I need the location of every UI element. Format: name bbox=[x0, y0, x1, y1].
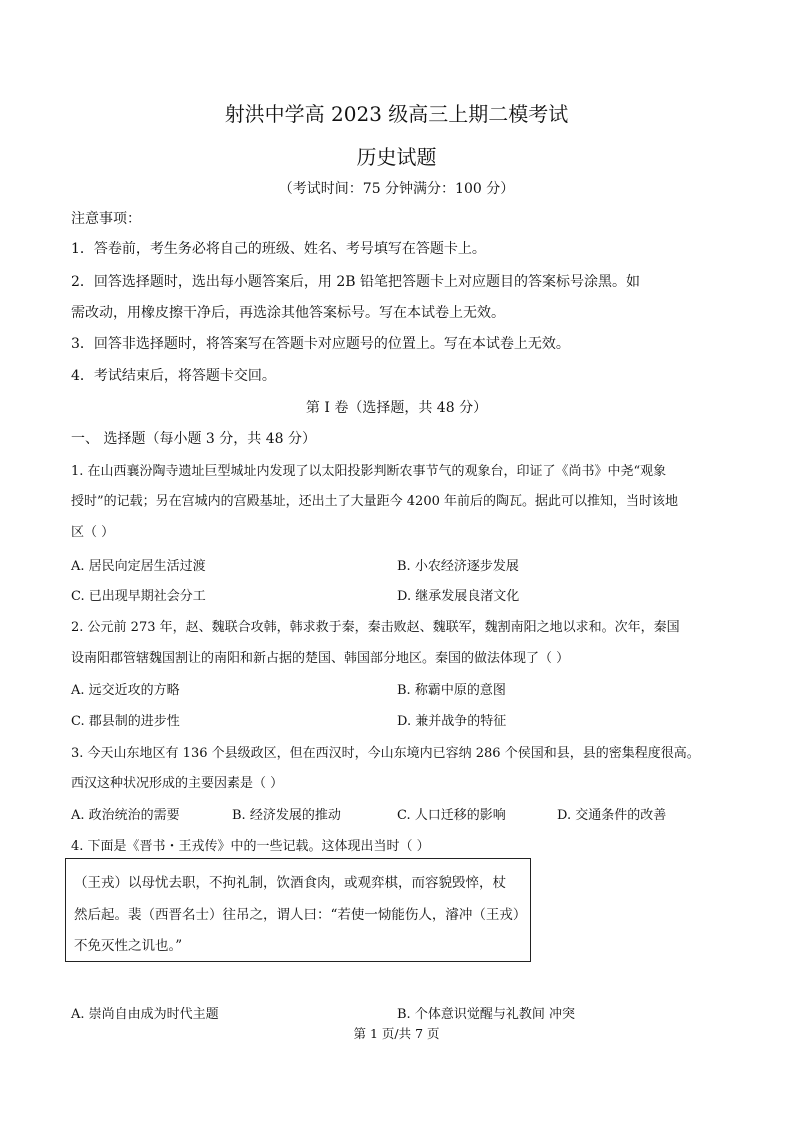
volume-title: 第 I 卷（选择题，共 48 分） bbox=[305, 400, 488, 416]
question-1-option-d: D. 继承发展良渚文化 bbox=[397, 589, 520, 604]
question-1-option-b: B. 小农经济逐步发展 bbox=[397, 559, 519, 574]
question-2-option-a: A. 远交近攻的方略 bbox=[71, 683, 180, 698]
notes-heading: 注意事项： bbox=[71, 211, 141, 227]
question-2-option-d: D. 兼并战争的特征 bbox=[397, 714, 507, 729]
note-item: 需改动，用橡皮擦干净后，再选涂其他答案标号。写在本试卷上无效。 bbox=[71, 305, 505, 321]
exam-info: （考试时间：75 分钟满分：100 分） bbox=[278, 181, 515, 197]
question-1-text: 1. 在山西襄汾陶寺遗址巨型城址内发现了以太阳投影判断农事节气的观象台，印证了《尚书》中尧“观象 bbox=[71, 464, 667, 479]
quote-line: 不免灭性之讥也。” bbox=[74, 938, 183, 954]
question-3-option-d: D. 交通条件的改善 bbox=[557, 808, 667, 823]
school-title: 射洪中学高 2023 级高三上期二模考试 bbox=[224, 102, 569, 126]
question-1-text: 授时”的记载；另在宫城内的宫殿基址，还出土了大量距今 4200 年前后的陶瓦。据此可以推知，当时该地 bbox=[71, 494, 678, 509]
part-title: 一、 选择题（每小题 3 分，共 48 分） bbox=[71, 431, 316, 447]
question-4-text: 4. 下面是《晋书・王戎传》中的一些记载。这体现出当时（ ） bbox=[71, 839, 430, 854]
question-1-option-a: A. 居民向定居生活过渡 bbox=[71, 559, 206, 574]
question-4-option-b: B. 个体意识觉醒与礼教间 冲突 bbox=[397, 1007, 575, 1022]
subject-title: 历史试题 bbox=[356, 145, 437, 169]
question-3-option-a: A. 政治统治的需要 bbox=[71, 808, 180, 823]
question-2-text: 设南阳郡管辖魏国割让的南阳和新占据的楚国、韩国部分地区。秦国的做法体现了（ ） bbox=[71, 651, 570, 666]
question-3-text: 3. 今天山东地区有 136 个县级政区，但在西汉时，今山东境内已容纳 286 个侯国和县，县的密集程度很高。 bbox=[71, 746, 700, 761]
note-item: 3．回答非选择题时，将答案写在答题卡对应题号的位置上。写在本试卷上无效。 bbox=[71, 336, 570, 352]
question-1-option-c: C. 已出现早期社会分工 bbox=[71, 589, 206, 604]
question-2-option-c: C. 郡县制的进步性 bbox=[71, 714, 180, 729]
page-footer: 第 1 页/共 7 页 bbox=[353, 1026, 440, 1041]
quote-box bbox=[65, 858, 531, 962]
question-1-text: 区（ ） bbox=[71, 525, 115, 540]
note-item: 2．回答选择题时，选出每小题答案后，用 2B 铅笔把答题卡上对应题目的答案标号涂黑。如 bbox=[71, 274, 641, 290]
question-3-text: 西汉这种状况形成的主要因素是（ ） bbox=[71, 776, 284, 791]
question-2-option-b: B. 称霸中原的意图 bbox=[397, 683, 506, 698]
quote-line: 然后起。裴（西晋名士）往吊之，谓人曰：“若使一恸能伤人，濬冲（王戎） bbox=[74, 907, 527, 923]
note-item: 4．考试结束后，将答题卡交回。 bbox=[71, 368, 276, 384]
note-item: 1．答卷前，考生务必将自己的班级、姓名、考号填写在答题卡上。 bbox=[71, 241, 486, 257]
question-2-text: 2. 公元前 273 年，赵、魏联合攻韩，韩求救于秦，秦击败赵、魏联军，魏割南阳之地以求和。次年，秦国 bbox=[71, 620, 680, 635]
question-3-option-c: C. 人口迁移的影响 bbox=[397, 808, 506, 823]
question-3-option-b: B. 经济发展的推动 bbox=[232, 808, 341, 823]
quote-line: （王戎）以母忧去职，不拘礼制，饮酒食肉，或观弈棋，而容貌毁悴，杖 bbox=[74, 875, 506, 891]
question-4-option-a: A. 崇尚自由成为时代主题 bbox=[71, 1007, 219, 1022]
